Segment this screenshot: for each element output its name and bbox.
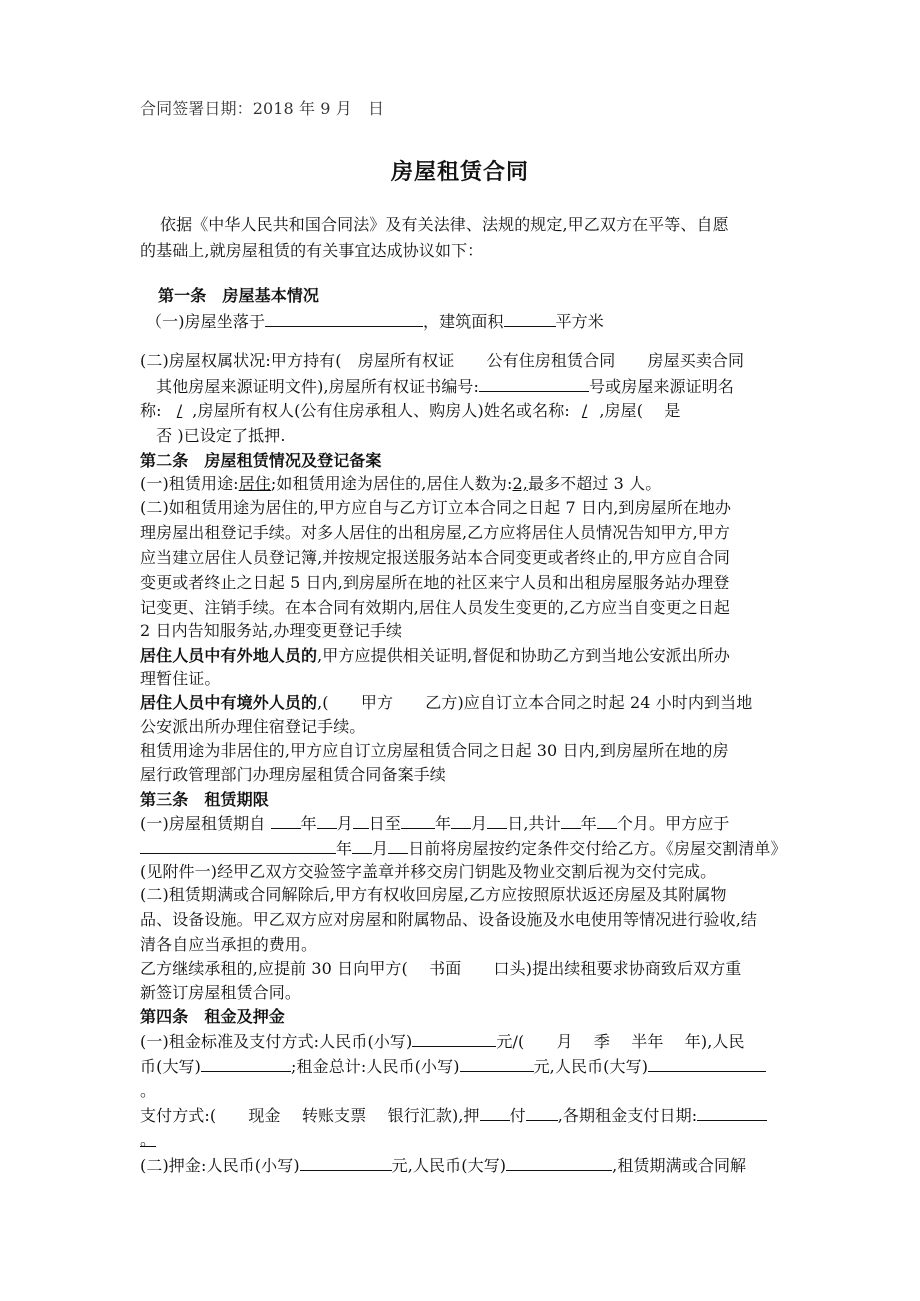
text: 月 [372,839,389,858]
blank-field [352,837,372,854]
article-2-line: 理房屋出租登记手续。对多人居住的出租房屋,乙方应将居住人员情况告知甲方,甲方 [140,523,730,542]
blank-field [697,1104,767,1121]
blank-field [451,812,471,829]
text: ,各期租金支付日期: [557,1106,698,1125]
blank-field [480,1104,510,1121]
text: 日至 [368,814,401,833]
text: 币(大写) [140,1057,201,1076]
article-4-line [140,1104,860,1126]
text: (二)押金:人民币(小写) [140,1156,300,1175]
article-3-line: 品、设备设施。甲乙双方应对房屋和附属物品、设备设施及水电使用等情况进行验收,结 [140,910,757,929]
blank-field [271,812,301,829]
article-2-line [140,645,860,667]
text: 元/( 月 季 半年 年),人民 [496,1032,745,1051]
text: ,( 甲方 乙方)应自订立本合同之时起 24 小时内到当地 [317,693,753,712]
article-1-heading: 第一条 房屋基本情况 [158,286,320,305]
article-2-line: 理暂住证。 [140,669,221,688]
article-4-heading: 第四条 租金及押金 [140,1007,285,1026]
article-1-line: 否 )已设定了抵押. [140,426,286,445]
intro-line: 依据《中华人民共和国合同法》及有关法律、法规的规定,甲乙双方在平等、自愿 [160,215,729,234]
article-3-line: 新签订房屋租赁合同。 [140,983,302,1002]
text: (一)房屋租赁期自 [140,814,271,833]
article-2-line: 记变更、注销手续。在本合同有效期内,居住人员发生变更的,乙方应当自变更之日起 [140,598,730,617]
article-4-line [140,1055,860,1077]
sign-date: 合同签署日期：2018 年 9 月 日 [140,99,385,118]
blank-field [353,812,369,829]
text: 年 [435,814,452,833]
article-4-line [140,1129,860,1151]
article-2-line: 2 日内告知服务站,办理变更登记手续 [140,621,403,640]
article-3-line: 清各自应当承担的费用。 [140,935,318,954]
article-2-line: 公安派出所办理住宿登记手续。 [140,717,366,736]
blank-field [504,310,556,327]
blank-field [487,812,507,829]
blank-slash: / [581,401,588,420]
bold-text: 居住人员中有境外人员的 [140,693,318,712]
blank-field [597,812,617,829]
text: ;如租赁用途为居住的,居住人数为: [270,474,513,493]
article-3-line: 乙方继续承租的,应提前 30 日向甲方( 书面 口头)提出续租要求协商致后双方重 [140,959,742,978]
blank-field [506,1154,612,1171]
text: 年 [580,814,597,833]
article-3-heading: 第三条 租赁期限 [140,790,269,809]
article-2-line: (二)如租赁用途为居住的,甲方应自与乙方订立本合同之日起 7 日内,到房屋所在地办 [140,498,732,517]
blank-field [388,837,408,854]
text: 年 [300,814,317,833]
text: 个月。甲方应于 [616,814,730,833]
intro-line: 的基础上,就房屋租赁的有关事宜达成协议如下： [140,241,484,260]
blank-field [401,812,435,829]
blank-field [526,1104,558,1121]
text: 日前将房屋按约定条件交付给乙方。《房屋交割清单》 [408,839,787,858]
article-1-line: (二)房屋权属状况:甲方持有( 房屋所有权证 公有住房租赁合同 房屋买卖合同 [140,351,745,370]
text: ，建筑面积 [423,312,504,331]
article-2-line: 变更或者终止之日起 5 日内,到房屋所在地的社区来宁人员和出租房屋服务站办理登 [140,573,730,592]
article-2-line: 应当建立居住人员登记簿,并按规定报送服务站本合同变更或者终止的,甲方应自合同 [140,548,730,567]
text: 付 [509,1106,526,1125]
blank-field [479,375,589,392]
article-2-heading: 第二条 房屋租赁情况及登记备案 [140,451,382,470]
blank-field [265,310,423,327]
text: 日,共计 [507,814,561,833]
text: 元,人民币(大写) [533,1057,649,1076]
article-3-line: (见附件一)经甲乙双方交验签字盖章并移交房门钥匙及物业交割后视为交付完成。 [140,862,717,881]
text: 最多不超过 3 人。 [527,474,662,493]
article-1-line [146,310,860,332]
document-title: 房屋租赁合同 [390,159,529,185]
text: ,租赁期满或合同解 [612,1156,747,1175]
article-1-line [140,400,860,422]
blank-field [412,1030,496,1047]
text: 月 [336,814,353,833]
text: 元,人民币(大写) [391,1156,507,1175]
blank-field [460,1055,534,1072]
article-2-line: 租赁用途为非居住的,甲方应自订立房屋租赁合同之日起 30 日内,到房屋所在地的房 [140,741,729,760]
blank-field [201,1055,291,1072]
blank-field [300,1154,392,1171]
blank-field [140,837,336,854]
article-1-line [140,375,860,397]
text: 号或房屋来源证明名 [589,377,734,396]
article-2-line: 屋行政管理部门办理房屋租赁合同备案手续 [140,765,446,784]
text: ,甲方应提供相关证明,督促和协助乙方到当地公安派出所办 [317,646,730,665]
text: 月 [471,814,488,833]
text: 其他房屋来源证明文件),房屋所有权证书编号: [140,377,480,396]
article-3-line: (二)租赁期满或合同解除后,甲方有权收回房屋,乙方应按照原状返还房屋及其附属物 [140,885,727,904]
filled-value: 2, [512,474,528,493]
article-2-line [140,692,860,714]
text: （一)房屋坐落于 [146,312,266,331]
blank-slash: / [176,401,183,420]
text: 支付方式:( 现金 转账支票 银行汇款),押 [140,1106,480,1125]
text: 。 [140,1130,157,1149]
text: (一)租赁用途: [140,474,239,493]
text: 年 [336,839,353,858]
article-4-line [140,1030,860,1052]
blank-field [648,1055,766,1072]
article-2-line [140,473,860,495]
text: ,房屋( 是 [599,401,681,420]
article-3-line [140,837,860,859]
text: 平方米 [555,312,604,331]
article-3-line [140,812,860,834]
text: ;租金总计:人民币(小写) [291,1057,460,1076]
text: ,房屋所有权人(公有住房承租人、购房人)姓名或名称: [192,401,570,420]
blank-field [317,812,337,829]
text: (一)租金标准及支付方式:人民币(小写) [140,1032,413,1051]
bold-text: 居住人员中有外地人员的 [140,646,318,665]
filled-value: 居住 [238,474,271,493]
article-4-line: 。 [140,1081,157,1100]
article-4-line [140,1154,860,1176]
blank-field [561,812,581,829]
text: 称: [140,401,162,420]
